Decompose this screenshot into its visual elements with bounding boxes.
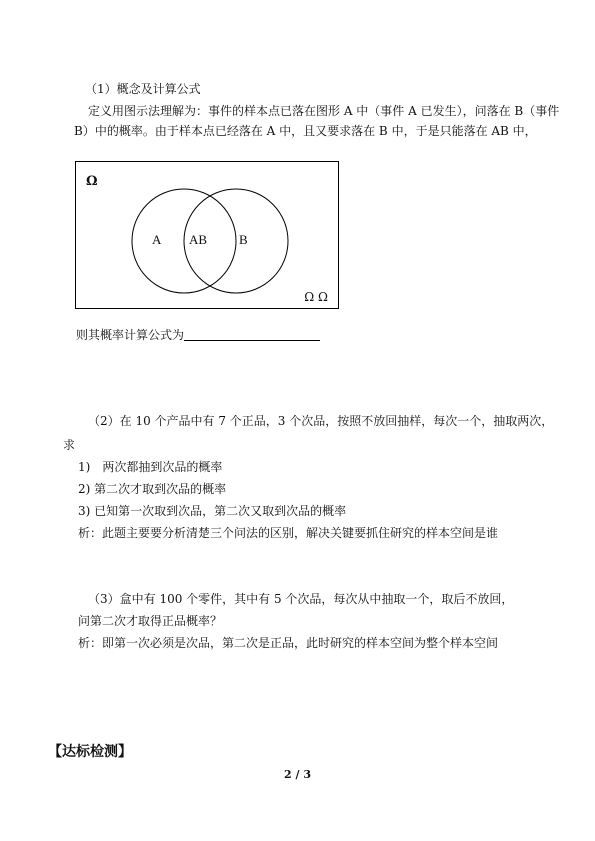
standard-check-heading: 【达标检测】: [48, 744, 132, 760]
formula-prompt: [76, 327, 320, 343]
section2-item-3: 3) 已知第一次取到次品，第二次又取到次品的概率: [78, 504, 347, 518]
section1-heading: （1）概念及计算公式: [85, 82, 201, 96]
section3-analysis: 析：即第一次必须是次品，第二次是正品，此时研究的样本空间为整个样本空间: [78, 636, 499, 650]
set-ab-label: AB: [189, 232, 208, 247]
formula-prompt-text: 则其概率计算公式为: [76, 328, 185, 342]
definition-line-2: B）中的概率。由于样本点已经落在 A 中，且又要求落在 B 中，于是只能落在 AB 中，: [74, 124, 537, 138]
section3-line-2: 问第二次才取得正品概率？: [78, 614, 223, 628]
definition-line-1: 定义用图示法理解为：事件的样本点已落在图形 A 中（事件 A 已发生），问落在 B（事件: [88, 104, 560, 118]
section2-line-2: 求: [63, 438, 76, 452]
section2-item-1: 1) 两次都抽到次品的概率: [78, 460, 223, 474]
formula-blank: [184, 328, 320, 341]
venn-diagram: [75, 161, 339, 309]
section3-line-1: （3）盒中有 100 个零件，其中有 5 个次品，每次从中抽取一个，取后不放回，: [88, 592, 514, 606]
section2-item-2: 2) 第二次才取到次品的概率: [78, 482, 227, 496]
section2-line-1: （2）在 10 个产品中有 7 个正品，3 个次品，按照不放回抽样，每次一个，抽取两次，: [88, 414, 554, 428]
set-b-label: B: [239, 232, 248, 247]
set-a-label: A: [152, 232, 162, 247]
omega-label-top: Ω: [86, 174, 98, 189]
section2-analysis: 析：此题主要要分析清楚三个问法的区别，解决关键要抓住研究的样本空间是谁: [78, 526, 499, 540]
omega-label-bottom: Ω Ω: [304, 290, 328, 304]
page-number: 2 / 3: [284, 768, 311, 781]
